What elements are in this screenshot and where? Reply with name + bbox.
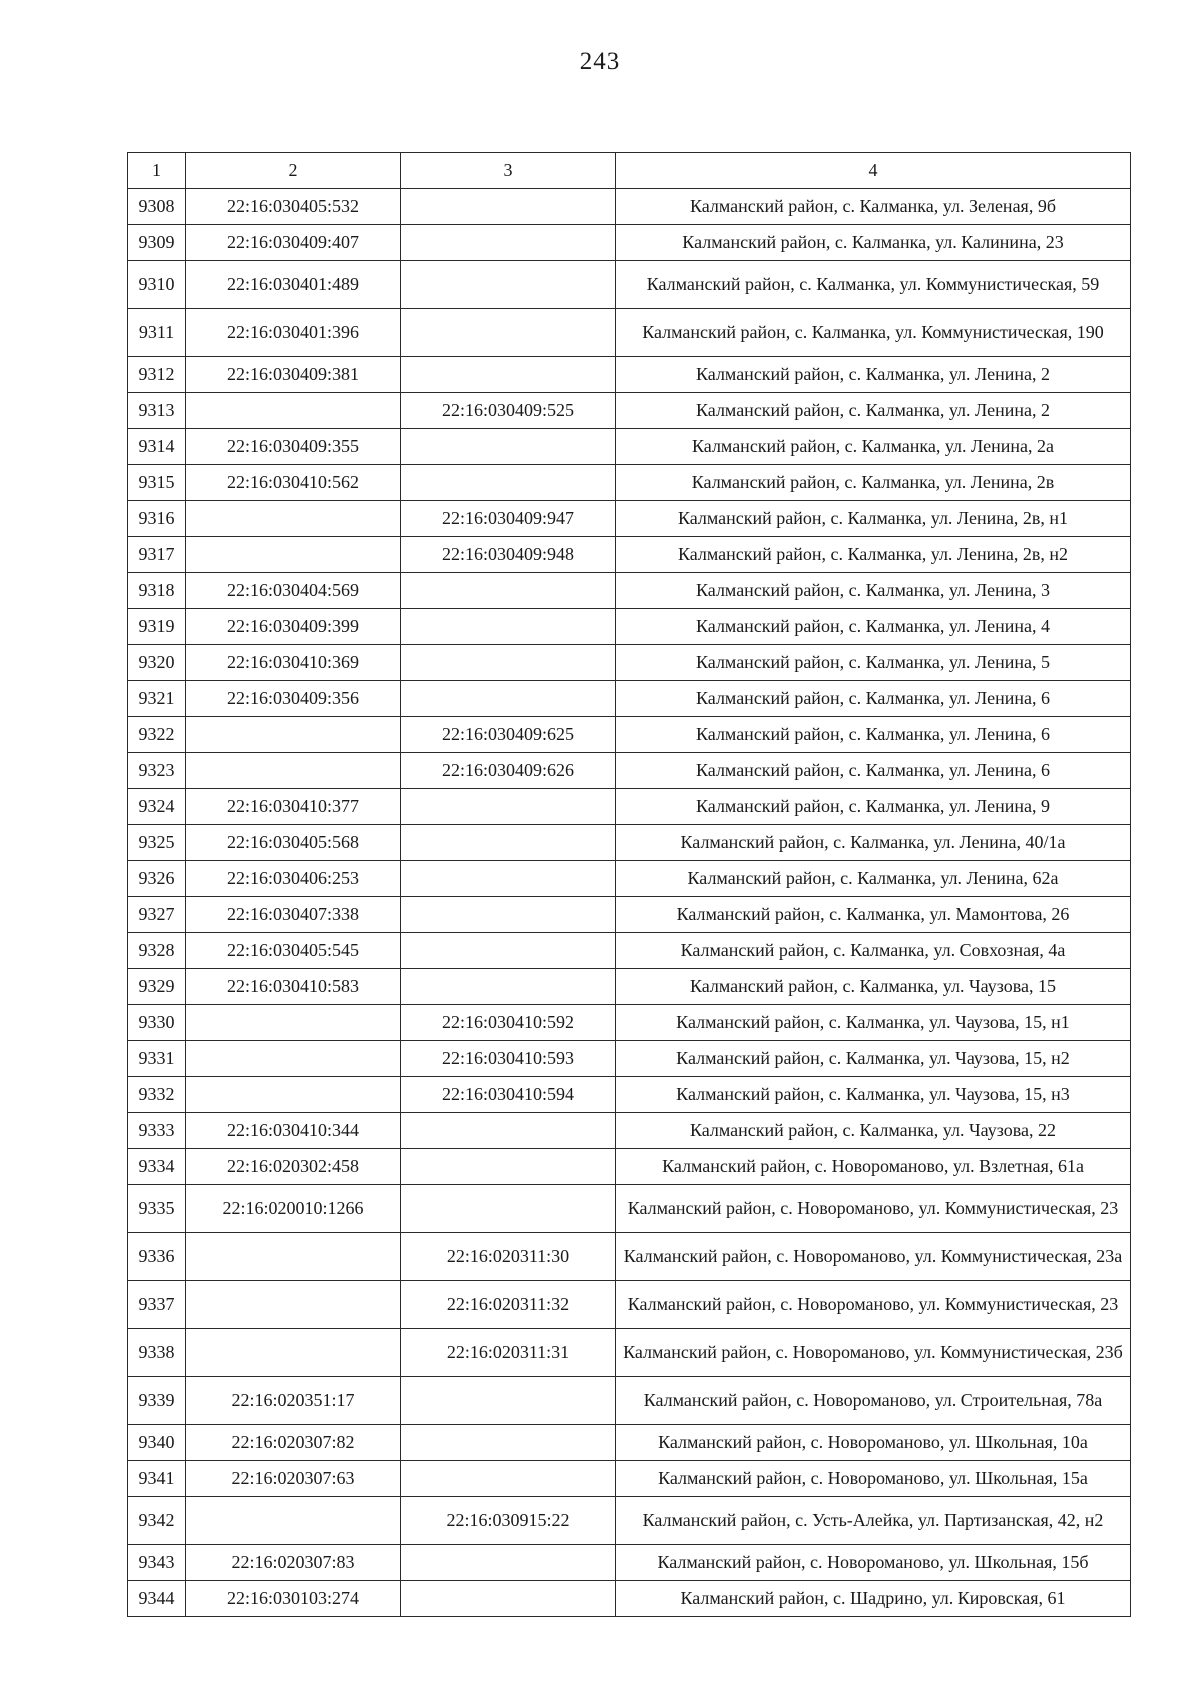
cadastral-number-cell — [186, 1233, 401, 1281]
row-number-cell: 9339 — [128, 1377, 186, 1425]
row-number-cell: 9317 — [128, 537, 186, 573]
cadastral-number-cell: 22:16:030410:377 — [186, 789, 401, 825]
cadastral-number-cell: 22:16:030409:356 — [186, 681, 401, 717]
table-row — [128, 393, 1131, 429]
row-number-cell: 9343 — [128, 1545, 186, 1581]
secondary-cadastral-number-cell: 22:16:030409:626 — [401, 753, 616, 789]
cadastral-number-cell: 22:16:030409:381 — [186, 357, 401, 393]
address-cell: Калманский район, с. Калманка, ул. Ленина, 2в, н1 — [616, 501, 1131, 537]
column-header-2: 2 — [186, 153, 401, 189]
address-cell: Калманский район, с. Калманка, ул. Ленина, 2в — [616, 465, 1131, 501]
cadastral-number-cell: 22:16:030407:338 — [186, 897, 401, 933]
row-number-cell: 9329 — [128, 969, 186, 1005]
address-cell: Калманский район, с. Калманка, ул. Совхозная, 4а — [616, 933, 1131, 969]
secondary-cadastral-number-cell: 22:16:030410:593 — [401, 1041, 616, 1077]
cadastral-number-cell: 22:16:030410:344 — [186, 1113, 401, 1149]
secondary-cadastral-number-cell — [401, 969, 616, 1005]
cadastral-number-cell: 22:16:020307:83 — [186, 1545, 401, 1581]
secondary-cadastral-number-cell — [401, 933, 616, 969]
row-number-cell: 9325 — [128, 825, 186, 861]
secondary-cadastral-number-cell — [401, 1113, 616, 1149]
address-cell: Калманский район, с. Калманка, ул. Чаузова, 22 — [616, 1113, 1131, 1149]
table-row — [128, 933, 1131, 969]
cadastral-number-cell — [186, 1329, 401, 1377]
secondary-cadastral-number-cell — [401, 825, 616, 861]
address-cell: Калманский район, с. Калманка, ул. Чаузова, 15, н3 — [616, 1077, 1131, 1113]
table-row — [128, 789, 1131, 825]
secondary-cadastral-number-cell — [401, 861, 616, 897]
table-row — [128, 1185, 1131, 1233]
secondary-cadastral-number-cell: 22:16:030915:22 — [401, 1497, 616, 1545]
address-cell: Калманский район, с. Калманка, ул. Ленина, 2а — [616, 429, 1131, 465]
secondary-cadastral-number-cell — [401, 609, 616, 645]
table-row — [128, 1041, 1131, 1077]
secondary-cadastral-number-cell — [401, 1185, 616, 1233]
cadastral-number-cell: 22:16:030405:568 — [186, 825, 401, 861]
address-cell: Калманский район, с. Калманка, ул. Коммунистическая, 190 — [616, 309, 1131, 357]
address-cell: Калманский район, с. Шадрино, ул. Кировская, 61 — [616, 1581, 1131, 1617]
secondary-cadastral-number-cell — [401, 1545, 616, 1581]
table-row — [128, 609, 1131, 645]
cadastral-number-cell: 22:16:020010:1266 — [186, 1185, 401, 1233]
row-number-cell: 9320 — [128, 645, 186, 681]
address-cell: Калманский район, с. Новороманово, ул. Школьная, 15а — [616, 1461, 1131, 1497]
table-row — [128, 1149, 1131, 1185]
table-body — [128, 189, 1131, 1617]
cadastral-number-cell: 22:16:030409:399 — [186, 609, 401, 645]
secondary-cadastral-number-cell — [401, 1377, 616, 1425]
table-row — [128, 573, 1131, 609]
table-row — [128, 189, 1131, 225]
table-row — [128, 501, 1131, 537]
secondary-cadastral-number-cell — [401, 681, 616, 717]
address-cell: Калманский район, с. Новороманово, ул. Коммунистическая, 23б — [616, 1329, 1131, 1377]
table-row — [128, 1581, 1131, 1617]
table-row — [128, 1077, 1131, 1113]
column-header-1: 1 — [128, 153, 186, 189]
cadastral-number-cell — [186, 717, 401, 753]
address-cell: Калманский район, с. Калманка, ул. Ленина, 9 — [616, 789, 1131, 825]
cadastral-number-cell: 22:16:030401:489 — [186, 261, 401, 309]
secondary-cadastral-number-cell: 22:16:020311:31 — [401, 1329, 616, 1377]
cadastral-number-cell: 22:16:030401:396 — [186, 309, 401, 357]
table-row — [128, 681, 1131, 717]
row-number-cell: 9340 — [128, 1425, 186, 1461]
secondary-cadastral-number-cell: 22:16:020311:32 — [401, 1281, 616, 1329]
header-row — [128, 153, 1131, 189]
property-registry-table — [127, 152, 1131, 1617]
cadastral-number-cell: 22:16:020307:82 — [186, 1425, 401, 1461]
row-number-cell: 9342 — [128, 1497, 186, 1545]
address-cell: Калманский район, с. Калманка, ул. Ленина, 6 — [616, 717, 1131, 753]
row-number-cell: 9313 — [128, 393, 186, 429]
cadastral-number-cell — [186, 1077, 401, 1113]
cadastral-number-cell — [186, 537, 401, 573]
cadastral-number-cell — [186, 1281, 401, 1329]
cadastral-number-cell: 22:16:020302:458 — [186, 1149, 401, 1185]
table-row — [128, 261, 1131, 309]
address-cell: Калманский район, с. Калманка, ул. Чаузова, 15, н1 — [616, 1005, 1131, 1041]
secondary-cadastral-number-cell — [401, 897, 616, 933]
address-cell: Калманский район, с. Усть-Алейка, ул. Партизанская, 42, н2 — [616, 1497, 1131, 1545]
cadastral-number-cell: 22:16:030405:532 — [186, 189, 401, 225]
cadastral-number-cell — [186, 393, 401, 429]
address-cell: Калманский район, с. Калманка, ул. Ленина, 2в, н2 — [616, 537, 1131, 573]
row-number-cell: 9337 — [128, 1281, 186, 1329]
row-number-cell: 9308 — [128, 189, 186, 225]
cadastral-number-cell — [186, 1005, 401, 1041]
cadastral-number-cell — [186, 1497, 401, 1545]
row-number-cell: 9327 — [128, 897, 186, 933]
address-cell: Калманский район, с. Калманка, ул. Зеленая, 9б — [616, 189, 1131, 225]
page-number: 243 — [579, 48, 621, 75]
table-row — [128, 1329, 1131, 1377]
table-header — [128, 153, 1131, 189]
row-number-cell: 9312 — [128, 357, 186, 393]
table-row — [128, 1281, 1131, 1329]
secondary-cadastral-number-cell — [401, 261, 616, 309]
address-cell: Калманский район, с. Новороманово, ул. Школьная, 15б — [616, 1545, 1131, 1581]
cadastral-number-cell — [186, 753, 401, 789]
address-cell: Калманский район, с. Калманка, ул. Чаузова, 15, н2 — [616, 1041, 1131, 1077]
row-number-cell: 9330 — [128, 1005, 186, 1041]
row-number-cell: 9341 — [128, 1461, 186, 1497]
secondary-cadastral-number-cell: 22:16:030409:525 — [401, 393, 616, 429]
address-cell: Калманский район, с. Калманка, ул. Мамонтова, 26 — [616, 897, 1131, 933]
row-number-cell: 9323 — [128, 753, 186, 789]
secondary-cadastral-number-cell: 22:16:030410:592 — [401, 1005, 616, 1041]
table-row — [128, 429, 1131, 465]
secondary-cadastral-number-cell: 22:16:030409:948 — [401, 537, 616, 573]
address-cell: Калманский район, с. Новороманово, ул. Коммунистическая, 23а — [616, 1233, 1131, 1281]
cadastral-number-cell: 22:16:030410:369 — [186, 645, 401, 681]
table-row — [128, 1545, 1131, 1581]
secondary-cadastral-number-cell: 22:16:020311:30 — [401, 1233, 616, 1281]
address-cell: Калманский район, с. Калманка, ул. Ленина, 2 — [616, 357, 1131, 393]
table-row — [128, 465, 1131, 501]
row-number-cell: 9318 — [128, 573, 186, 609]
cadastral-number-cell: 22:16:030404:569 — [186, 573, 401, 609]
address-cell: Калманский район, с. Калманка, ул. Ленина, 62а — [616, 861, 1131, 897]
row-number-cell: 9331 — [128, 1041, 186, 1077]
address-cell: Калманский район, с. Новороманово, ул. Строительная, 78а — [616, 1377, 1131, 1425]
table-row — [128, 1233, 1131, 1281]
table-row — [128, 969, 1131, 1005]
address-cell: Калманский район, с. Калманка, ул. Ленина, 5 — [616, 645, 1131, 681]
cadastral-number-cell — [186, 501, 401, 537]
secondary-cadastral-number-cell — [401, 1149, 616, 1185]
row-number-cell: 9309 — [128, 225, 186, 261]
address-cell: Калманский район, с. Новороманово, ул. Школьная, 10а — [616, 1425, 1131, 1461]
row-number-cell: 9344 — [128, 1581, 186, 1617]
address-cell: Калманский район, с. Калманка, ул. Ленина, 6 — [616, 753, 1131, 789]
row-number-cell: 9326 — [128, 861, 186, 897]
address-cell: Калманский район, с. Калманка, ул. Ленина, 4 — [616, 609, 1131, 645]
address-cell: Калманский район, с. Калманка, ул. Чаузова, 15 — [616, 969, 1131, 1005]
secondary-cadastral-number-cell — [401, 645, 616, 681]
row-number-cell: 9321 — [128, 681, 186, 717]
cadastral-number-cell: 22:16:020351:17 — [186, 1377, 401, 1425]
table-row — [128, 357, 1131, 393]
address-cell: Калманский район, с. Калманка, ул. Калинина, 23 — [616, 225, 1131, 261]
cadastral-number-cell: 22:16:030410:583 — [186, 969, 401, 1005]
address-cell: Калманский район, с. Калманка, ул. Коммунистическая, 59 — [616, 261, 1131, 309]
secondary-cadastral-number-cell — [401, 357, 616, 393]
row-number-cell: 9316 — [128, 501, 186, 537]
table-row — [128, 1377, 1131, 1425]
row-number-cell: 9315 — [128, 465, 186, 501]
column-header-4: 4 — [616, 153, 1131, 189]
table-row — [128, 861, 1131, 897]
table-row — [128, 1461, 1131, 1497]
row-number-cell: 9334 — [128, 1149, 186, 1185]
secondary-cadastral-number-cell — [401, 189, 616, 225]
cadastral-number-cell: 22:16:030409:407 — [186, 225, 401, 261]
secondary-cadastral-number-cell — [401, 1425, 616, 1461]
row-number-cell: 9333 — [128, 1113, 186, 1149]
table-row — [128, 309, 1131, 357]
address-cell: Калманский район, с. Калманка, ул. Ленина, 3 — [616, 573, 1131, 609]
cadastral-number-cell: 22:16:020307:63 — [186, 1461, 401, 1497]
cadastral-number-cell: 22:16:030410:562 — [186, 465, 401, 501]
cadastral-number-cell: 22:16:030406:253 — [186, 861, 401, 897]
table-row — [128, 1113, 1131, 1149]
cadastral-number-cell: 22:16:030409:355 — [186, 429, 401, 465]
table-row — [128, 825, 1131, 861]
row-number-cell: 9338 — [128, 1329, 186, 1377]
cadastral-number-cell — [186, 1041, 401, 1077]
secondary-cadastral-number-cell: 22:16:030409:947 — [401, 501, 616, 537]
table-row — [128, 1005, 1131, 1041]
row-number-cell: 9324 — [128, 789, 186, 825]
row-number-cell: 9335 — [128, 1185, 186, 1233]
table-row — [128, 1497, 1131, 1545]
cadastral-number-cell: 22:16:030103:274 — [186, 1581, 401, 1617]
row-number-cell: 9322 — [128, 717, 186, 753]
cadastral-number-cell: 22:16:030405:545 — [186, 933, 401, 969]
table-row — [128, 1425, 1131, 1461]
row-number-cell: 9310 — [128, 261, 186, 309]
address-cell: Калманский район, с. Калманка, ул. Ленина, 40/1а — [616, 825, 1131, 861]
address-cell: Калманский район, с. Новороманово, ул. Коммунистическая, 23 — [616, 1185, 1131, 1233]
row-number-cell: 9336 — [128, 1233, 186, 1281]
secondary-cadastral-number-cell — [401, 465, 616, 501]
table-row — [128, 717, 1131, 753]
secondary-cadastral-number-cell: 22:16:030409:625 — [401, 717, 616, 753]
row-number-cell: 9328 — [128, 933, 186, 969]
address-cell: Калманский район, с. Калманка, ул. Ленина, 6 — [616, 681, 1131, 717]
table-row — [128, 537, 1131, 573]
row-number-cell: 9332 — [128, 1077, 186, 1113]
secondary-cadastral-number-cell — [401, 1581, 616, 1617]
table-row — [128, 753, 1131, 789]
address-cell: Калманский район, с. Новороманово, ул. Коммунистическая, 23 — [616, 1281, 1131, 1329]
table-row — [128, 225, 1131, 261]
row-number-cell: 9314 — [128, 429, 186, 465]
table-row — [128, 645, 1131, 681]
address-cell: Калманский район, с. Калманка, ул. Ленина, 2 — [616, 393, 1131, 429]
secondary-cadastral-number-cell — [401, 573, 616, 609]
secondary-cadastral-number-cell — [401, 309, 616, 357]
secondary-cadastral-number-cell — [401, 225, 616, 261]
row-number-cell: 9311 — [128, 309, 186, 357]
secondary-cadastral-number-cell — [401, 1461, 616, 1497]
row-number-cell: 9319 — [128, 609, 186, 645]
secondary-cadastral-number-cell — [401, 789, 616, 825]
secondary-cadastral-number-cell: 22:16:030410:594 — [401, 1077, 616, 1113]
table-row — [128, 897, 1131, 933]
column-header-3: 3 — [401, 153, 616, 189]
address-cell: Калманский район, с. Новороманово, ул. Взлетная, 61а — [616, 1149, 1131, 1185]
secondary-cadastral-number-cell — [401, 429, 616, 465]
